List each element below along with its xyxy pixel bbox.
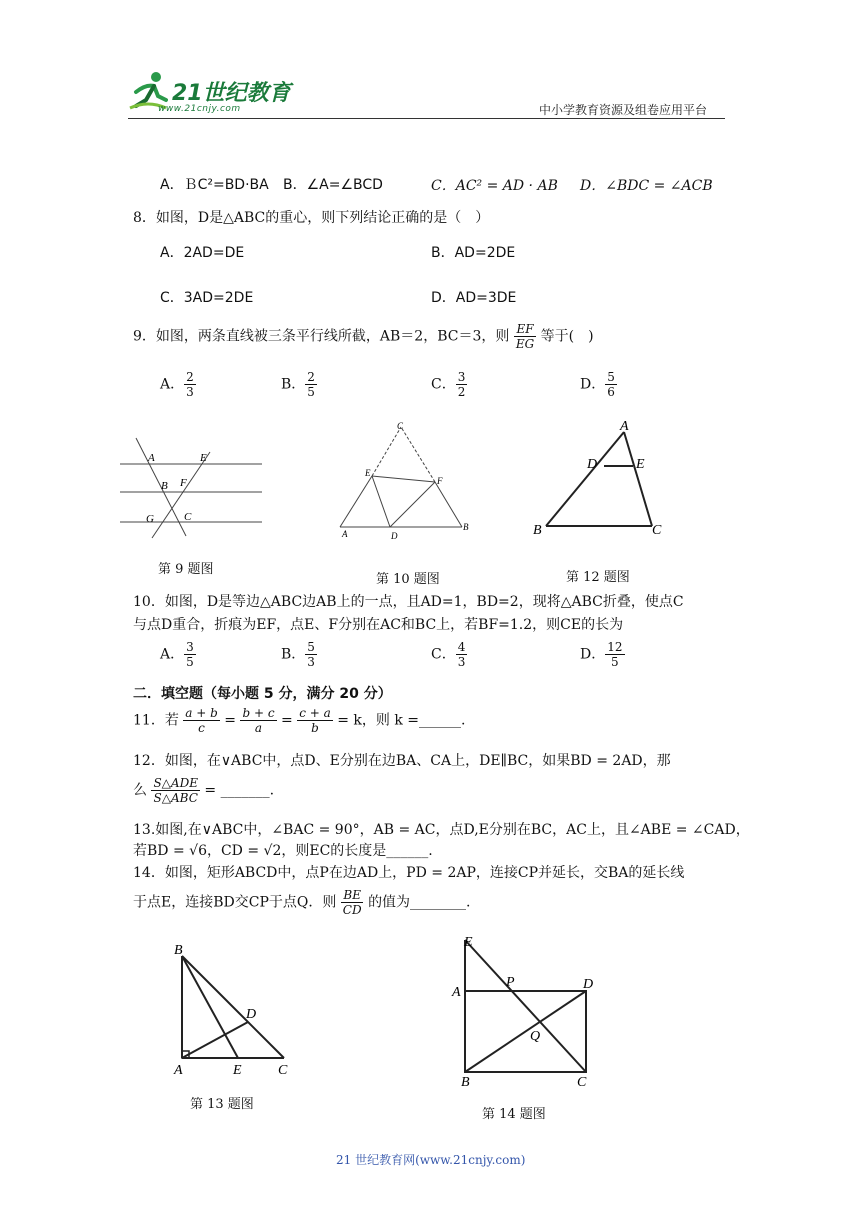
svg-text:E: E xyxy=(464,935,473,950)
section-heading: 二．填空题（每小题 5 分，满分 20 分） xyxy=(133,686,392,702)
q9-fraction xyxy=(514,322,536,351)
svg-text:E: E xyxy=(365,468,371,478)
q9-option-b xyxy=(281,370,317,399)
q7-option-a: A．ＢC²=BD·BA xyxy=(160,177,269,193)
q10-option-a xyxy=(160,640,196,669)
svg-text:B: B xyxy=(161,480,168,492)
svg-text:F: F xyxy=(437,476,443,486)
q14-fraction xyxy=(341,888,364,917)
svg-text:C: C xyxy=(397,421,404,431)
logo-url: www.21cnjy.com xyxy=(158,104,241,114)
q11-eq: = xyxy=(224,712,236,729)
svg-text:A: A xyxy=(174,1063,183,1078)
svg-text:A: A xyxy=(148,452,155,464)
q9-option-a xyxy=(160,370,196,399)
q10-option-frac xyxy=(605,640,624,669)
q13-line2: 若BD = √6，CD = √2，则EC的长度是______. xyxy=(133,843,433,859)
svg-text:B: B xyxy=(533,523,542,538)
q9-option-frac xyxy=(305,370,317,399)
figure-13 xyxy=(170,938,310,1078)
q14-post: 的值为________. xyxy=(368,894,471,911)
frac-den: 6 xyxy=(607,385,615,399)
svg-text:E: E xyxy=(636,457,645,472)
q9-option-frac xyxy=(184,370,196,399)
frac-num: 2 xyxy=(186,370,194,384)
svg-text:C: C xyxy=(278,1063,288,1078)
figure-12-caption: 第 12 题图 xyxy=(566,570,630,585)
frac-den: b xyxy=(311,721,319,735)
frac-den: S△ABC xyxy=(153,791,198,805)
figure-14-caption: 第 14 题图 xyxy=(482,1107,546,1122)
frac-num: b + c xyxy=(242,706,275,720)
q10-line1: 10．如图，D是等边△ABC边AB上的一点，且AD=1，BD=2，现将△ABC折叠，使点C xyxy=(133,594,684,610)
frac-num: 5 xyxy=(607,370,615,384)
svg-text:G: G xyxy=(146,513,154,525)
q11-frac-2 xyxy=(240,706,276,735)
svg-text:D: D xyxy=(391,531,398,541)
frac-num: 12 xyxy=(607,640,623,654)
q11 xyxy=(133,706,465,735)
frac-den: c xyxy=(198,721,205,735)
svg-text:C: C xyxy=(577,1075,587,1086)
q9-frac-num: EF xyxy=(516,322,534,336)
q8-stem: 8．如图，D是△ABC的重心，则下列结论正确的是（ ） xyxy=(133,210,490,226)
svg-text:A: A xyxy=(620,419,629,434)
frac-den: 3 xyxy=(457,655,466,669)
header-divider xyxy=(128,118,725,119)
q10-option-c xyxy=(431,640,467,669)
q14-pre: 于点E，连接BD交CP于点Q．则 xyxy=(133,894,337,911)
q9-option-label: D． xyxy=(580,376,606,393)
q10-option-frac xyxy=(184,640,196,669)
figure-9 xyxy=(118,434,268,544)
q14-line2 xyxy=(133,888,471,917)
frac-den: 5 xyxy=(186,655,194,669)
footer-text: 21 世纪教育网(www.21cnjy.com) xyxy=(336,1153,526,1167)
q10-line2: 与点D重合，折痕为EF，点E、F分别在AC和BC上，若BF=1.2，则CE的长为 xyxy=(133,617,624,633)
figure-10-caption: 第 10 题图 xyxy=(376,572,440,587)
q8-option-a: A．2AD=DE xyxy=(160,245,245,261)
q9-option-label: B． xyxy=(281,376,306,393)
q9-option-frac xyxy=(456,370,468,399)
q9-option-label: A． xyxy=(160,376,185,393)
q11-pre: 11．若 xyxy=(133,712,179,729)
logo-text: 21世纪教育 xyxy=(172,81,291,106)
q9-stem-text: 9．如图，两条直线被三条平行线所截，AB＝2，BC＝3，则 xyxy=(133,328,510,345)
svg-text:A: A xyxy=(452,985,461,1000)
q8-option-c: C．3AD=2DE xyxy=(160,290,254,306)
frac-num: a + b xyxy=(185,706,218,720)
q13-line1: 13.如图,在∨ABC中，∠BAC = 90°，AB = AC，点D,E分别在BC，AC上，且∠ABE = ∠CAD， xyxy=(133,822,750,838)
svg-text:E: E xyxy=(233,1063,242,1078)
header-platform-text: 中小学教育资源及组卷应用平台 xyxy=(539,103,708,117)
svg-text:B: B xyxy=(463,522,469,532)
frac-num: 3 xyxy=(457,370,466,384)
figure-13-caption: 第 13 题图 xyxy=(190,1097,254,1112)
frac-num: 4 xyxy=(457,640,466,654)
q9-option-d xyxy=(580,370,617,399)
frac-den: 3 xyxy=(307,655,315,669)
svg-text:B: B xyxy=(174,943,183,958)
frac-den: a xyxy=(254,721,263,735)
frac-den: CD xyxy=(342,903,362,917)
svg-text:D: D xyxy=(246,1007,257,1022)
logo xyxy=(128,70,298,116)
svg-text:D: D xyxy=(583,977,594,992)
frac-den: 2 xyxy=(457,385,466,399)
q8-option-d: D．AD=3DE xyxy=(431,290,517,306)
q10-option-label: A． xyxy=(160,646,185,663)
q10-option-frac xyxy=(456,640,468,669)
frac-num: c + a xyxy=(299,706,331,720)
q10-option-label: B． xyxy=(281,646,306,663)
q10-option-label: C． xyxy=(431,646,456,663)
q11-frac-1 xyxy=(183,706,220,735)
q10-option-b xyxy=(281,640,317,669)
q14-line1: 14．如图，矩形ABCD中，点P在边AD上，PD = 2AP，连接CP并延长，交BA的延长线 xyxy=(133,865,685,881)
figure-12 xyxy=(530,418,680,538)
frac-num: 2 xyxy=(307,370,315,384)
q9-frac-den: EG xyxy=(515,337,535,351)
frac-den: 5 xyxy=(307,385,315,399)
figure-14 xyxy=(450,930,610,1086)
svg-text:Q: Q xyxy=(530,1029,541,1044)
svg-text:B: B xyxy=(461,1075,470,1086)
frac-den: 3 xyxy=(186,385,194,399)
q12-pre: 么 xyxy=(133,782,147,799)
svg-text:P: P xyxy=(506,975,515,990)
q9-stem-end: 等于( ) xyxy=(540,328,594,345)
frac-num: 5 xyxy=(307,640,315,654)
svg-text:F: F xyxy=(180,477,187,489)
q11-eq: = xyxy=(281,712,293,729)
frac-num: 3 xyxy=(186,640,194,654)
q9-option-c xyxy=(431,370,467,399)
q10-option-label: D． xyxy=(580,646,606,663)
q8-option-b: B．AD=2DE xyxy=(431,245,516,261)
q10-option-d xyxy=(580,640,625,669)
figure-10 xyxy=(338,417,478,547)
q7-option-b: B．∠A=∠BCD xyxy=(283,177,383,193)
q9-option-label: C． xyxy=(431,376,456,393)
q9-stem xyxy=(133,322,594,351)
svg-text:C: C xyxy=(184,511,192,523)
q12-line2 xyxy=(133,776,274,805)
svg-text:A: A xyxy=(342,529,348,539)
frac-num: BE xyxy=(343,888,361,902)
frac-num: S△ADE xyxy=(153,776,198,790)
q12-line1: 12．如图，在∨ABC中，点D、E分别在边BA、CA上，DE∥BC，如果BD = 2AD，那 xyxy=(133,753,671,769)
q7-option-c: C．AC² = AD · AB xyxy=(431,178,558,194)
q7-option-d: D．∠BDC = ∠ACB xyxy=(580,178,713,194)
q11-frac-3 xyxy=(297,706,333,735)
q9-option-frac xyxy=(605,370,617,399)
svg-text:E: E xyxy=(200,452,207,464)
figure-9-caption: 第 9 题图 xyxy=(158,562,214,577)
svg-text:D: D xyxy=(587,457,598,472)
frac-den: 5 xyxy=(611,655,619,669)
q12-post: = _______. xyxy=(204,782,275,799)
q11-post: = k，则 k =______. xyxy=(337,712,466,729)
q10-option-frac xyxy=(305,640,317,669)
q12-fraction xyxy=(151,776,200,805)
svg-text:C: C xyxy=(652,523,662,538)
